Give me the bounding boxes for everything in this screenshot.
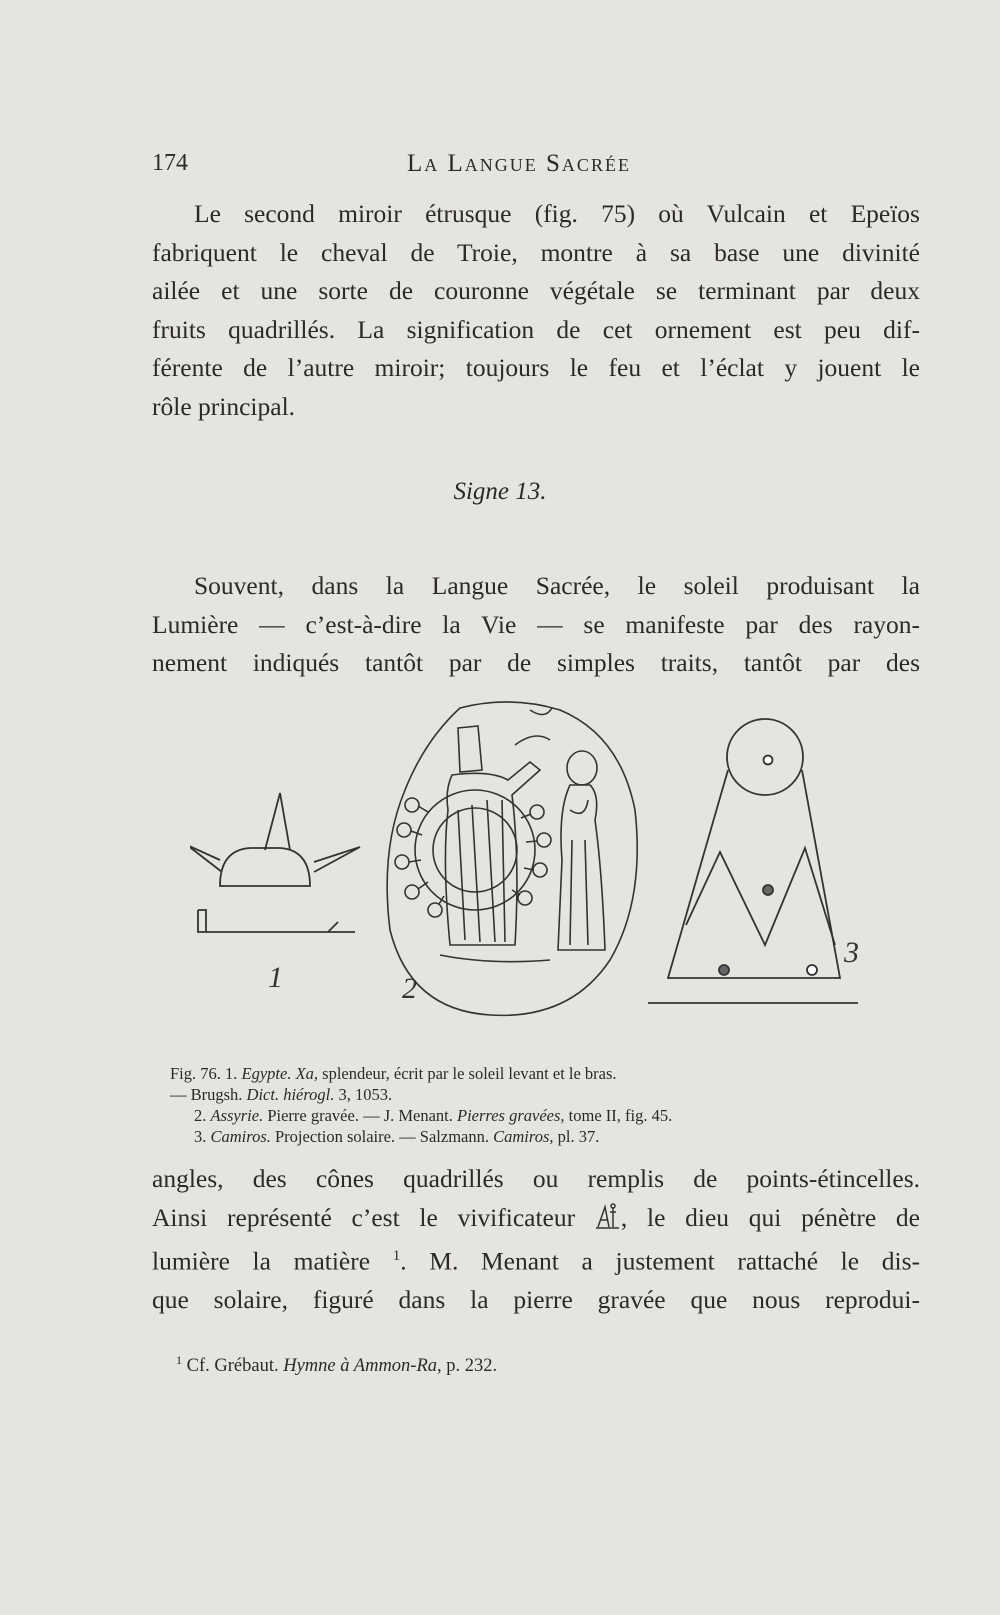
figure-3-solar-projection [648, 719, 858, 1003]
text-line: fruits quadrillés. La signification de cet ornement est peu dif- [152, 314, 920, 344]
caption-text: — Brugsh. [170, 1085, 247, 1104]
worshipper-figure [558, 751, 605, 950]
page-number: 174 [152, 150, 188, 176]
text-line: fabriquent le cheval de Troie, montre à sa base une divinité [152, 237, 920, 267]
text-line: rôle principal. [152, 391, 296, 421]
page-header [152, 146, 922, 186]
text-line [152, 1199, 920, 1238]
footnote-marker: 1 [176, 1353, 182, 1367]
caption-text: Projection solaire. — Salzmann. [270, 1127, 494, 1146]
hieroglyph-icon [595, 1202, 621, 1230]
figure-label-1: 1 [268, 961, 283, 994]
footnote-reference[interactable]: 1 [392, 1248, 401, 1264]
caption-text: 2. [194, 1106, 211, 1125]
caption-line [170, 1126, 910, 1147]
god-figure [445, 726, 550, 945]
figure-1-egypt-sun [190, 793, 360, 932]
figure-label-2: 2 [402, 972, 417, 1005]
running-title: La Langue Sacrée [407, 150, 631, 177]
text-line: Lumière — c’est-à-dire la Vie — se manifeste par des rayon- [152, 609, 920, 639]
caption-text: pl. 37. [553, 1127, 600, 1146]
paragraph-miroir [152, 195, 920, 426]
text-line: angles, des cônes quadrillés ou remplis de points-étincelles. [152, 1164, 920, 1193]
text-fragment: Ainsi représenté c’est le vivificateur [152, 1202, 595, 1232]
text-line: Souvent, dans la Langue Sacrée, le soleil produisant la [194, 571, 920, 600]
caption-text: splendeur, écrit par le soleil levant et le bras. [318, 1064, 617, 1083]
section-title: Signe 13. [453, 478, 547, 505]
caption-italic: Pierres gravées, [457, 1106, 565, 1125]
figure-2-assyrian-gem [387, 702, 637, 1015]
text-line: que solaire, figuré dans la pierre gravée que nous reprodui- [152, 1285, 920, 1314]
caption-italic: Egypte. Xa, [241, 1064, 319, 1083]
text-line: nement indiqués tantôt par de simples traits, tantôt par des [152, 648, 920, 677]
paragraph-signe [152, 567, 920, 683]
text-line: ailée et une sorte de couronne végétale se terminant par deux [152, 276, 920, 305]
text-line: Le second miroir étrusque (fig. 75) où Vulcain et Epeïos [194, 199, 920, 228]
caption-text: 3, 1053. [334, 1085, 393, 1104]
footnote [176, 1353, 497, 1377]
text-fragment: , le dieu qui pénètre de [620, 1202, 920, 1232]
footnote-text: p. 232. [441, 1356, 498, 1377]
figure-76 [190, 700, 880, 1045]
caption-line [170, 1105, 910, 1126]
caption-italic: Assyrie. [210, 1106, 264, 1125]
footnote-italic: Hymne à Ammon-Ra, [283, 1356, 442, 1377]
figure-caption [170, 1063, 910, 1147]
paragraph-angles [152, 1160, 920, 1320]
text-fragment: . M. Menant a justement rattaché le dis- [400, 1246, 920, 1276]
caption-text: Pierre gravée. — J. Menant. [263, 1106, 458, 1125]
caption-italic: Camiros. [210, 1127, 271, 1146]
caption-line [170, 1084, 910, 1105]
caption-text: tome II, fig. 45. [564, 1106, 673, 1125]
caption-text: Fig. 76. 1. [170, 1064, 242, 1083]
caption-italic: Camiros, [493, 1127, 554, 1146]
caption-line [170, 1063, 910, 1084]
figure-label-3: 3 [844, 936, 859, 969]
text-line [152, 1237, 920, 1281]
text-line: férente de l’autre miroir; toujours le feu et l’éclat y jouent le [152, 353, 920, 382]
footnote-text: Cf. Grébaut. [182, 1356, 284, 1377]
caption-italic: Dict. hiérogl. [246, 1085, 335, 1104]
text-fragment: lumière la matière [152, 1246, 393, 1276]
caption-text: 3. [194, 1127, 211, 1146]
